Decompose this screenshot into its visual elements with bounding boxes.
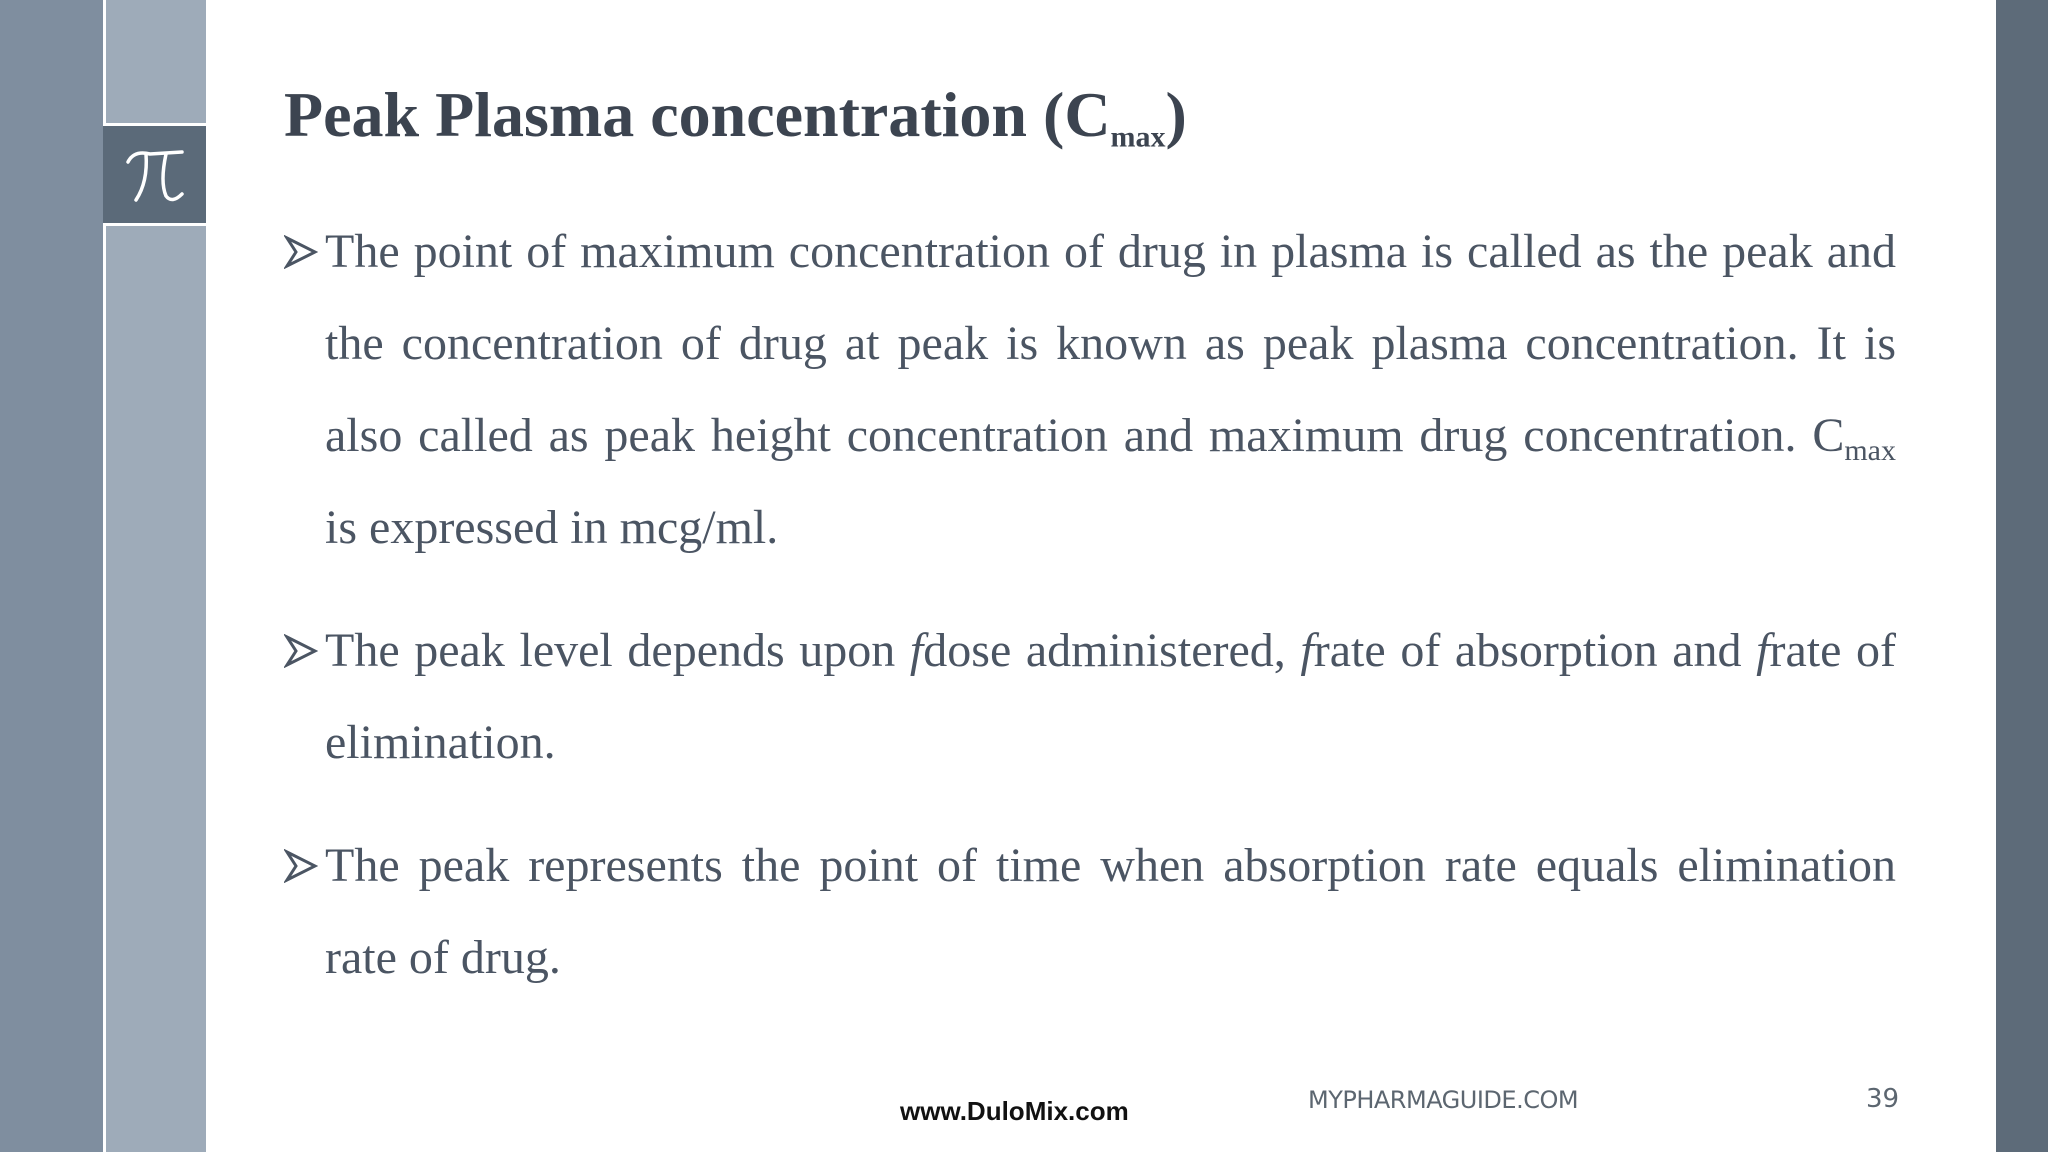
bullet-2-part-4: rate of elimination. — [325, 624, 1897, 769]
bullet-text-1 — [325, 206, 1896, 574]
bullet-2-part-2: dose administered, — [923, 624, 1301, 677]
footer-url[interactable]: www.DuloMix.com — [900, 1096, 1129, 1126]
bullet-2-part-1: The peak level depends upon — [325, 624, 910, 677]
symbol-glyph: f — [1300, 624, 1314, 677]
right-edge-band — [1996, 0, 2048, 1152]
arrowhead-bullet-icon — [284, 820, 326, 912]
symbol-glyph: f — [1756, 624, 1770, 677]
bullet-item-1 — [284, 206, 1896, 574]
bullet-2-part-3: rate of absorption and — [1313, 624, 1757, 677]
pi-icon — [120, 142, 190, 208]
arrowhead-bullet-icon — [284, 206, 326, 298]
bullet-text-3: The peak represents the point of time when absorption rate equals elimination rate of drug. — [325, 839, 1896, 984]
symbol-glyph: f — [909, 624, 924, 677]
bullet-1-text-before: The point of maximum concentration of drug in plasma is called as the peak and the concentration of drug at peak is known as peak plasma concentration. It is also called as peak height concentration and maximum drug concentration. C — [325, 225, 1896, 462]
title-main: Peak Plasma concentration (C — [284, 79, 1111, 150]
arrowhead-bullet-icon — [284, 605, 326, 697]
bullet-1-text-after: is expressed in mcg/ml. — [325, 501, 779, 554]
sidebar-outer-band — [0, 0, 103, 1152]
bullet-item-2 — [284, 605, 1896, 789]
bullet-text-2 — [325, 605, 1896, 789]
bullet-item-3 — [284, 820, 1896, 1004]
slide-title — [284, 78, 1187, 155]
footer-site-name: MYPHARMAGUIDE.COM — [1308, 1086, 1579, 1114]
logo-badge — [103, 123, 206, 226]
title-end: ) — [1165, 79, 1187, 150]
page-number: 39 — [1866, 1084, 1900, 1114]
bullet-1-subscript: max — [1844, 434, 1896, 467]
title-subscript: max — [1110, 120, 1166, 154]
